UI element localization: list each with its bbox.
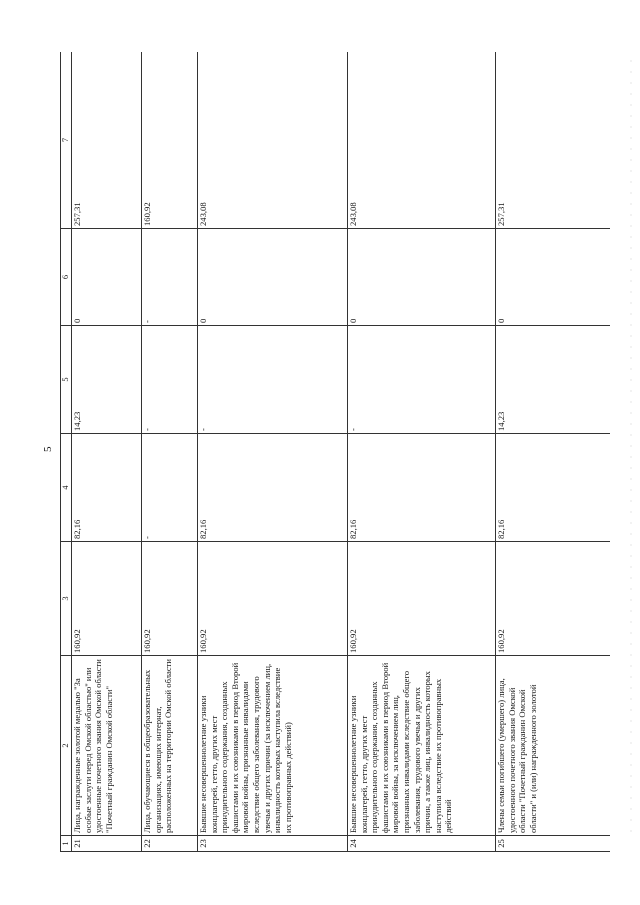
row-value-col4: 82,16 [72, 434, 142, 542]
row-value-col4: - [142, 434, 198, 542]
row-value-col5: - [348, 326, 496, 434]
row-description: Лица, награжденные золотой медалью "За особые заслуги перед Омской областью" или удостоенные почетного звания Омской области "Почетный гражданин Омской области" [72, 656, 142, 836]
row-value-col3: 160,92 [198, 542, 348, 656]
row-number: 25 [496, 836, 611, 852]
row-value-col5: 14,23 [72, 326, 142, 434]
row-value-col7: 160,92 [142, 52, 198, 229]
column-number-row [61, 52, 72, 852]
row-value-col4: 82,16 [348, 434, 496, 542]
row-number: 24 [348, 836, 496, 852]
column-number-1: 1 [61, 836, 72, 852]
table-row [198, 52, 348, 852]
row-value-col3: 160,92 [348, 542, 496, 656]
row-value-col7: 243,08 [198, 52, 348, 229]
row-description: Лица, обучающиеся в общеобразовательных организациях, имеющих интернат, расположенных на территории Омской области [142, 656, 198, 836]
scan-edge-marks [630, 60, 632, 840]
column-number-4: 4 [61, 434, 72, 542]
row-value-col6: - [142, 229, 198, 326]
column-number-2: 2 [61, 656, 72, 836]
row-description: Бывшие несовершеннолетние узники концлагерей, гетто, других мест принудительного содержания, созданных фашистами и их союзниками в период Второй мировой войны, за исключением лиц, признанных инвалидами вследствие общего заболевания, трудового увечья и других причин, а также лиц, инвалидность которых наступила вследствие их противоправных действий [348, 656, 496, 836]
row-number: 23 [198, 836, 348, 852]
row-number: 22 [142, 836, 198, 852]
column-number-3: 3 [61, 542, 72, 656]
row-value-col3: 160,92 [72, 542, 142, 656]
row-value-col3: 160,92 [496, 542, 611, 656]
row-value-col4: 82,16 [496, 434, 611, 542]
row-value-col5: - [198, 326, 348, 434]
row-value-col5: - [142, 326, 198, 434]
table-row [72, 52, 142, 852]
row-value-col6: 0 [72, 229, 142, 326]
table-row [348, 52, 496, 852]
tariff-table [60, 52, 610, 852]
row-value-col6: 0 [348, 229, 496, 326]
row-number: 21 [72, 836, 142, 852]
row-value-col6: 0 [198, 229, 348, 326]
row-value-col7: 257,31 [496, 52, 611, 229]
row-value-col3: 160,92 [142, 542, 198, 656]
row-description: Члены семьи погибшего (умершего) лица, удостоенного почетного звания Омской области "Почетный гражданин Омской области" и (или) награжденного золотой [496, 656, 611, 836]
row-value-col6: 0 [496, 229, 611, 326]
page-number: 5 [42, 446, 54, 452]
column-number-7: 7 [61, 52, 72, 229]
row-value-col7: 257,31 [72, 52, 142, 229]
column-number-5: 5 [61, 326, 72, 434]
table-row [142, 52, 198, 852]
document-sheet [60, 52, 610, 852]
row-value-col7: 243,08 [348, 52, 496, 229]
row-value-col5: 14,23 [496, 326, 611, 434]
rotated-table-container [60, 52, 610, 852]
table-row [496, 52, 611, 852]
row-value-col4: 82,16 [198, 434, 348, 542]
column-number-6: 6 [61, 229, 72, 326]
row-description: Бывшие несовершеннолетние узники концлагерей, гетто, других мест принудительного содержания, созданных фашистами и их союзниками в период Второй мировой войны, признанные инвалидами вследствие общего заболевания, трудового увечья и других причин (за исключением лиц, инвалидность которых наступила вследствие их противоправных действий) [198, 656, 348, 836]
